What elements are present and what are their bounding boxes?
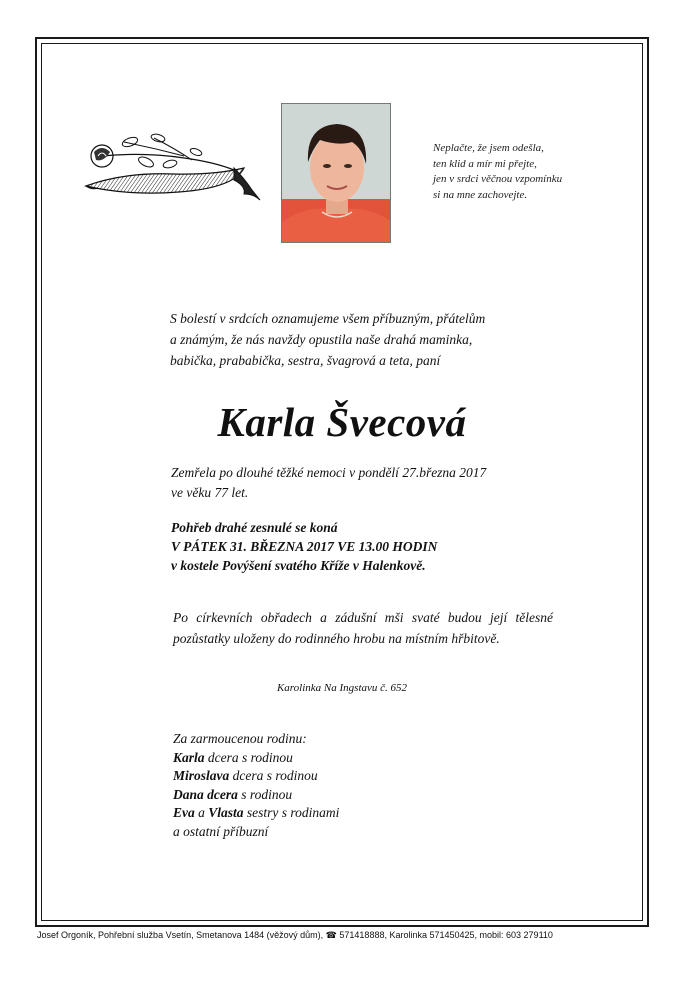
family-member-name: Dana dcera: [173, 786, 238, 802]
death-line: Zemřela po dlouhé těžké nemoci v pondělí 27.března 2017: [171, 465, 487, 480]
family-heading: Za zarmoucenou rodinu:: [173, 731, 307, 746]
family-member-relation: dcera s rodinou: [204, 749, 293, 765]
portrait-photo: [281, 103, 391, 243]
funeral-service-footer: [37, 930, 677, 941]
family-member-name: Miroslava: [173, 768, 230, 784]
announcement-text: [170, 308, 610, 371]
family-member-relation: dcera s rodinou: [229, 768, 318, 784]
family-conjunction: a: [194, 805, 209, 821]
family-row: [173, 749, 473, 768]
family-member-name: Eva: [173, 805, 195, 821]
family-closing: a ostatní příbuzní: [173, 823, 269, 839]
memorial-poem: [433, 141, 633, 203]
family-member-relation: sestry s rodinami: [243, 805, 340, 821]
funeral-line: V PÁTEK 31. BŘEZNA 2017 VE 13.00 HODIN: [171, 539, 438, 554]
poem-line: Neplačte, že jsem odešla,: [433, 142, 544, 154]
death-details: [171, 463, 591, 503]
funeral-line: v kostele Povýšení svatého Kříže v Halenkově.: [171, 558, 426, 573]
family-member-relation: s rodinou: [237, 786, 293, 802]
family-row: [173, 804, 473, 823]
family-member-name: Karla: [173, 749, 205, 765]
burial-text: Po církevních obřadech a zádušní mši svaté budou její tělesné pozůstatky uloženy do rodinného hrobu na místním hřbitově.: [173, 610, 553, 646]
footer-text: Josef Orgoník, Pohřební služba Vsetín, Smetanova 1484 (věžový dům),: [37, 930, 324, 940]
announcement-line: babička, prababička, sestra, švagrová a teta, paní: [170, 353, 441, 368]
death-line: ve věku 77 let.: [171, 485, 249, 500]
family-member-name: Vlasta: [208, 805, 244, 821]
funeral-line: Pohřeb drahé zesnulé se koná: [171, 520, 338, 535]
funeral-details: [171, 518, 611, 575]
family-signature: [173, 730, 473, 842]
poem-line: ten klid a mír mi přejte,: [433, 157, 537, 170]
family-row: [173, 786, 473, 805]
rose-ornament: [84, 128, 264, 206]
announcement-line: S bolestí v srdcích oznamujeme všem příbuzným, přátelům: [170, 311, 486, 326]
footer-phones: 571418888, Karolinka 571450425, mobil: 603 279110: [339, 930, 553, 940]
family-address: Karolinka Na Ingstavu č. 652: [276, 682, 408, 694]
family-row: [173, 767, 473, 786]
announcement-line: a známým, že nás navždy opustila naše drahá maminka,: [170, 332, 473, 347]
phone-icon: ☎: [325, 930, 337, 940]
deceased-name: Karla Švecová: [217, 399, 467, 445]
poem-line: si na mne zachovejte.: [433, 188, 528, 201]
poem-line: jen v srdci věčnou vzpomínku: [433, 173, 563, 185]
